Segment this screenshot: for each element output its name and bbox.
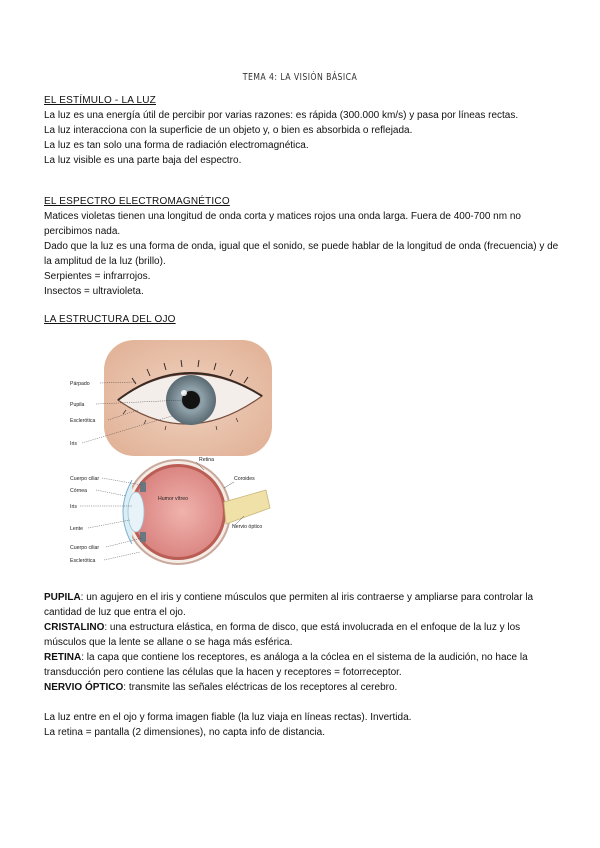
paragraph: La luz entre en el ojo y forma imagen fiable (la luz viaja en líneas rectas). Invertida. bbox=[44, 712, 412, 723]
section-espectro bbox=[44, 194, 564, 299]
definition-item bbox=[44, 680, 564, 695]
section-estructura bbox=[44, 312, 564, 327]
paragraph: La luz es una energía útil de percibir por varias razones: es rápida (300.000 km/s) y pasa por líneas rectas. bbox=[44, 110, 519, 121]
ciliary-body-bottom bbox=[140, 532, 146, 542]
section-heading: EL ESPECTRO ELECTROMAGNÉTICO bbox=[44, 196, 230, 207]
leader-line bbox=[224, 482, 234, 488]
definition-text: : la capa que contiene los receptores, es análoga a la cóclea en el sistema de la audición, no hace la transducción pero contiene las células que la hacen y receptores = fotorreceptor. bbox=[44, 652, 528, 678]
label-cornea: Córnea bbox=[70, 488, 88, 494]
label-parpado: Párpado bbox=[70, 381, 90, 387]
label-coroides: Coroides bbox=[234, 476, 255, 482]
paragraph: Insectos = ultravioleta. bbox=[44, 286, 144, 297]
vitreous-body bbox=[133, 467, 223, 557]
label-retina: Retina bbox=[199, 457, 214, 463]
definition-item bbox=[44, 650, 564, 680]
definition-item bbox=[44, 620, 564, 650]
leader-line bbox=[96, 490, 126, 496]
definition-item bbox=[44, 590, 564, 620]
definition-term: PUPILA bbox=[44, 592, 81, 603]
eye-cross-section bbox=[70, 457, 270, 564]
label-iris-section: Iris bbox=[70, 504, 77, 510]
ciliary-body-top bbox=[140, 482, 146, 492]
eye-highlight bbox=[181, 390, 187, 396]
optic-nerve-shape bbox=[224, 490, 270, 524]
paragraph: La luz interacciona con la superficie de un objeto y, o bien es absorbida o reflejada. bbox=[44, 125, 413, 136]
definition-term: CRISTALINO bbox=[44, 622, 105, 633]
closing-notes bbox=[44, 710, 564, 740]
section-heading: LA ESTRUCTURA DEL OJO bbox=[44, 314, 176, 325]
paragraph: Matices violetas tienen una longitud de onda corta y matices rojos una onda larga. Fuera de 400-700 nm no percibimos nada. bbox=[44, 211, 521, 237]
section-estimulo bbox=[44, 93, 564, 168]
label-iris: Iris bbox=[70, 441, 77, 447]
label-esclerotica-section: Esclerótica bbox=[70, 558, 96, 564]
label-cuerpo-ciliar: Cuerpo ciliar bbox=[70, 476, 100, 482]
paragraph: Dado que la luz es una forma de onda, igual que el sonido, se puede hablar de la longitud de onda (frecuencia) y de la amplitud de la luz (brillo). bbox=[44, 241, 559, 267]
definition-text: : una estructura elástica, en forma de disco, que está involucrada en el enfoque de la luz y los músculos que la lente se allane o se haga más esférica. bbox=[44, 622, 521, 648]
page-title: TEMA 4: LA VISIÓN BÁSICA bbox=[242, 72, 358, 83]
definition-term: NERVIO ÓPTICO bbox=[44, 682, 124, 693]
eye-front-view bbox=[70, 340, 272, 456]
lens-shape bbox=[128, 492, 144, 532]
label-humor-vitreo: Humor vítreo bbox=[158, 496, 188, 502]
definition-term: RETINA bbox=[44, 652, 82, 663]
definition-text: : un agujero en el iris y contiene músculos que permiten al iris contraerse y ampliarse para controlar la cantidad de luz que entra el ojo. bbox=[44, 592, 534, 618]
definition-text: : transmite las señales eléctricas de los receptores al cerebro. bbox=[123, 682, 398, 693]
label-esclerotica: Esclerótica bbox=[70, 418, 96, 424]
label-lente: Lente bbox=[70, 526, 83, 532]
paragraph: La retina = pantalla (2 dimensiones), no capta info de distancia. bbox=[44, 727, 326, 738]
paragraph: La luz es tan solo una forma de radiación electromagnética. bbox=[44, 140, 309, 151]
leader-line bbox=[104, 552, 140, 560]
label-pupila: Pupila bbox=[70, 402, 85, 408]
paragraph: La luz visible es una parte baja del espectro. bbox=[44, 155, 242, 166]
label-cuerpo-ciliar-bottom: Cuerpo ciliar bbox=[70, 545, 100, 551]
definitions-list bbox=[44, 590, 564, 695]
leader-line bbox=[88, 520, 130, 528]
label-nervio-optico: Nervio óptico bbox=[232, 524, 263, 530]
section-heading: EL ESTÍMULO - LA LUZ bbox=[44, 95, 156, 106]
paragraph: Serpientes = infrarrojos. bbox=[44, 271, 151, 282]
eye-anatomy-figure bbox=[66, 330, 276, 575]
